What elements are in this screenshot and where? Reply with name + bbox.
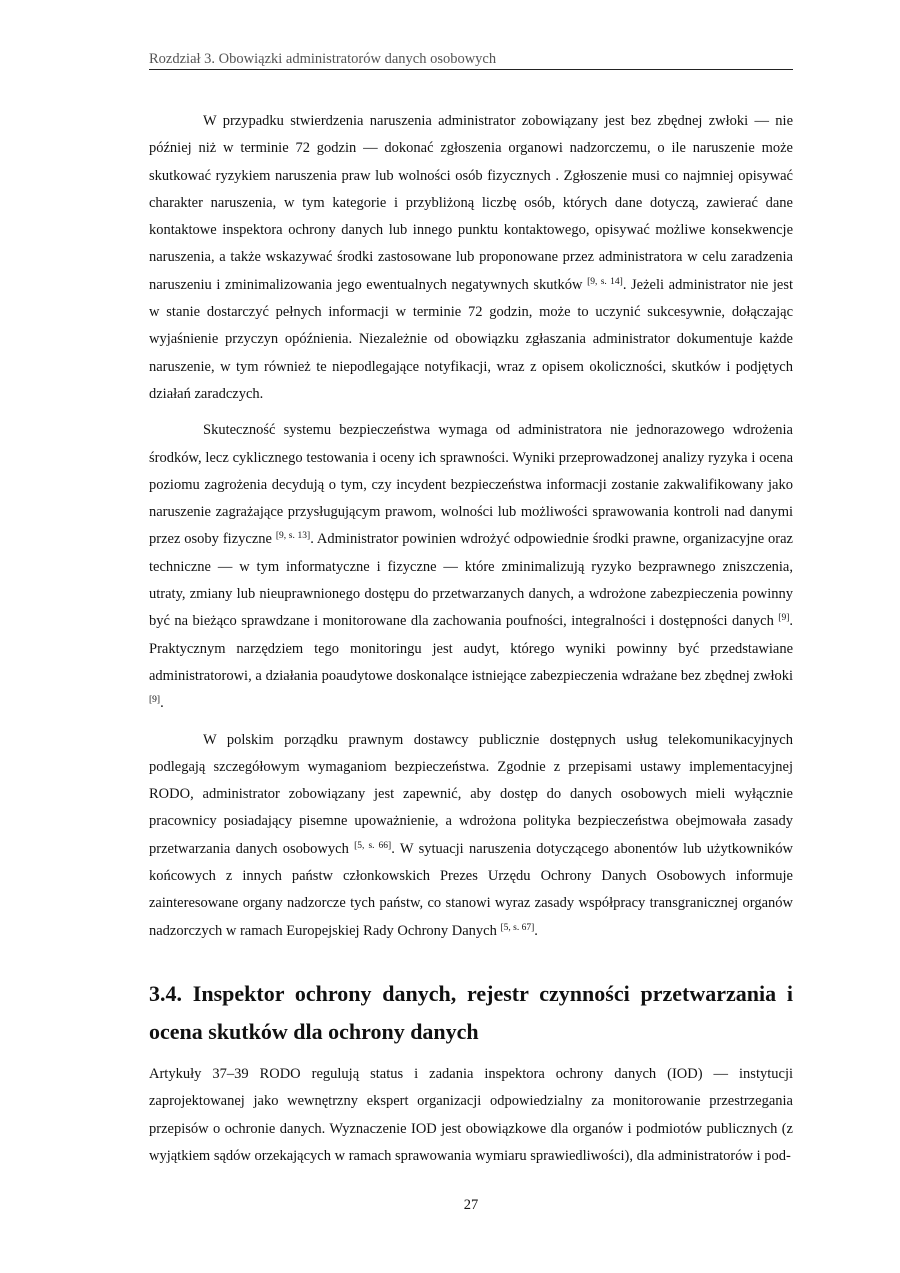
paragraph-security-testing [149, 417, 793, 717]
citation: [5, s. 66] [354, 840, 392, 851]
paragraph-iod-intro: Artykuły 37–39 RODO regulują status i zadania inspektora ochrony danych (IOD) — instytucji zaprojektowanej jako wewnętrzny ekspert organizacji odpowiedzialny za monitorowanie przestrzegania przepisów o ochronie danych. Wyznaczenie IOD jest obowiązkowe dla organów i podmiotów publicznych (z wyjątkiem sądów orzekających w ramach sprawowania wymiaru sprawiedliwości), dla administratorów i pod- [149, 1065, 793, 1164]
citation: [9, s. 13] [275, 531, 311, 542]
text-span: . [534, 922, 538, 939]
citation: [9] [149, 695, 161, 706]
running-header [149, 49, 793, 70]
paragraph-telecom-requirements [149, 727, 793, 945]
citation: [9] [778, 613, 790, 624]
running-header-title: Rozdział 3. Obowiązki administratorów danych osobowych [149, 51, 497, 67]
citation: [9, s. 14] [587, 276, 623, 287]
paragraph-breach-notification [149, 108, 793, 408]
page-body [149, 108, 793, 1170]
text-span: W przypadku stwierdzenia naruszenia administrator zobowiązany jest bez zbędnej zwłoki — nie później niż w terminie 72 godzin — dokonać zgłoszenia organowi nadzorczemu, o ile naruszenie może skutkować ryzykiem naruszenia praw lub wolności osób fizycznych . Zgłoszenie musi co najmniej opisywać charakter naruszenia, w tym kategorie i przybliżoną liczbę osób, których dane dotyczą, zawierać dane kontaktowe inspektora ochrony danych lub innego punktu kontaktowego, opisywać możliwe konsekwencje naruszenia, a także wskazywać środki zastosowane lub proponowane przez administratora w celu zaradzenia naruszeniu i zminimalizowania jego ewentualnych negatywnych skutków [149, 113, 793, 293]
section-heading: 3.4. Inspektor ochrony danych, rejestr czynności przetwarzania i ocena skutków dla ochrony danych [149, 980, 793, 1044]
citation: [5, s. 67] [500, 922, 535, 933]
text-span: . W sytuacji naruszenia dotyczącego abonentów lub użytkowników końcowych z innych państw członkowskich Prezes Urzędu Ochrony Danych Osobowych informuje zainteresowane organy nadzorcze tych państw, co stanowi wyraz zasady współpracy transgranicznej organów nadzorczych w ramach Europejskiej Rady Ochrony Danych [149, 840, 793, 939]
text-span: . Administrator powinien wdrożyć odpowiednie środki prawne, organizacyjne oraz techniczne — w tym informatyczne i fizyczne — które zminimalizują ryzyko bezprawnego zniszczenia, utraty, zmiany lub nieuprawnionego dostępu do przetwarzanych danych, a wdrożone zabezpieczenia powinny być na bieżąco sprawdzane i monitorowane dla zachowania poufności, integralności i dostępności danych [149, 531, 793, 630]
text-span: . Jeżeli administrator nie jest w stanie dostarczyć pełnych informacji w terminie 72 godzin, może to uczynić sukcesywnie, dołączając wyjaśnienie przyczyn opóźnienia. Niezależnie od obowiązku zgłaszania administrator dokumentuje każde naruszenie, w tym również te niepodlegające notyfikacji, wraz z opisem okoliczności, skutków i podjętych działań zaradczych. [149, 276, 794, 402]
page-number: 27 [463, 1197, 479, 1213]
text-span: . [160, 695, 164, 712]
text-span: Skuteczność systemu bezpieczeństwa wymaga od administratora nie jednorazowego wdrożenia środków, lecz cyklicznego testowania i oceny ich sprawności. Wyniki przeprowadzonej analizy ryzyka i ocena poziomu zagrożenia decydują o tym, czy incydent bezpieczeństwa informacji zostanie zakwalifikowany jako naruszenie zagrażające przysługującym prawom, wolności lub możliwości sprawowania kontroli nad danymi przez osoby fizyczne [149, 422, 793, 548]
text-span: . Praktycznym narzędziem tego monitoringu jest audyt, którego wyniki powinny być przedstawiane administratorowi, a działania poaudytowe doskonalące istniejące zabezpieczenia wdrażane bez zbędnej zwłoki [149, 613, 793, 684]
text-span: W polskim porządku prawnym dostawcy publicznie dostępnych usług telekomunikacyjnych podlegają szczegółowym wymaganiom bezpieczeństwa. Zgodnie z przepisami ustawy implementacyjnej RODO, administrator zobowiązany jest zapewnić, aby dostęp do danych osobowych mieli wyłącznie pracownicy posiadający pisemne upoważnienie, a wdrożona polityka bezpieczeństwa obejmowała zasady przetwarzania danych osobowych [149, 731, 793, 857]
